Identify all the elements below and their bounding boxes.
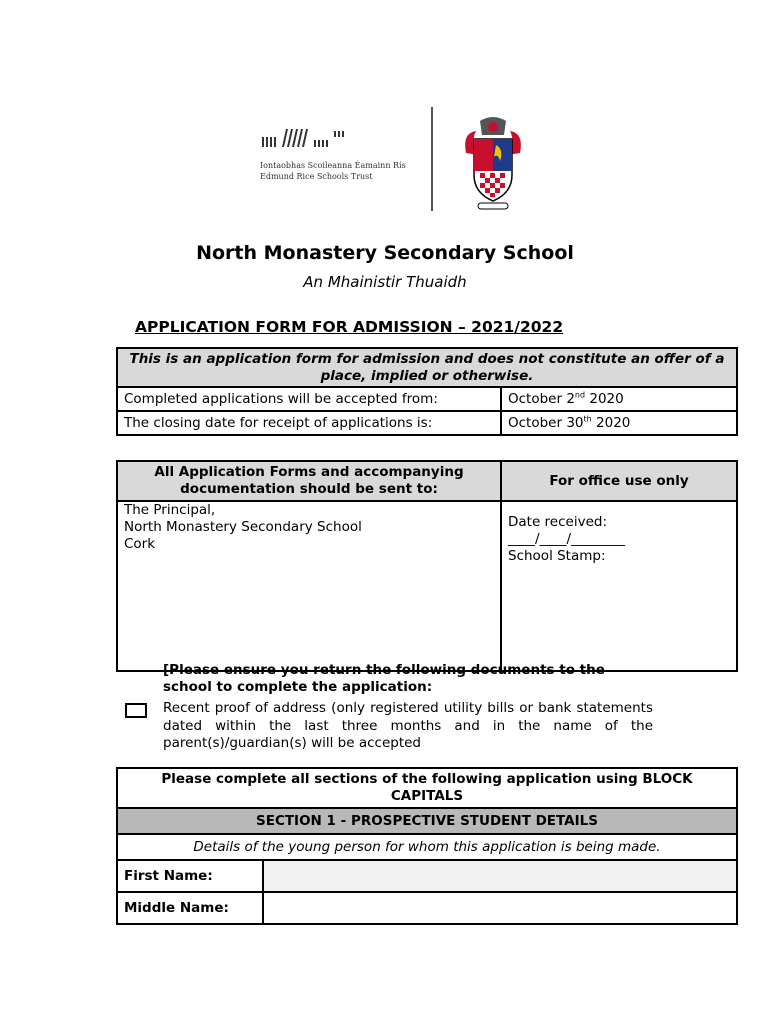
- office-use-header: For office use only: [501, 461, 737, 501]
- first-name-row: [117, 860, 737, 892]
- closing-date-label: The closing date for receipt of applications is:: [117, 411, 501, 435]
- school-crest-icon: [460, 113, 526, 211]
- address-line: The Principal,: [124, 502, 216, 518]
- office-use-box: [501, 501, 737, 671]
- first-name-label: First Name:: [117, 860, 263, 892]
- documents-note: [Please ensure you return the following documents to the school to complete the application:: [163, 662, 605, 695]
- middle-name-input[interactable]: [263, 892, 737, 924]
- trust-name-irish: Iontaobhas Scoileanna Éamainn Rís: [260, 161, 406, 170]
- school-stamp-label: School Stamp:: [508, 548, 606, 564]
- address-line: North Monastery Secondary School: [124, 519, 362, 535]
- block-capitals-instruction: Please complete all sections of the following application using BLOCK CAPITALS: [117, 768, 737, 808]
- proof-of-address-checkbox[interactable]: [125, 703, 147, 718]
- erst-logo-icon: [260, 127, 360, 149]
- school-subtitle: An Mhainistir Thuaidh: [303, 273, 467, 291]
- middle-name-row: [117, 892, 737, 924]
- date-received-field[interactable]: ____/____/________: [508, 531, 626, 547]
- section1-description: Details of the young person for whom this application is being made.: [117, 834, 737, 860]
- accepted-from-row: [117, 387, 737, 411]
- logo-area: [255, 105, 545, 215]
- dates-table: [116, 347, 738, 436]
- school-title: North Monastery Secondary School: [196, 242, 574, 264]
- send-to-header: All Application Forms and accompanying documentation should be sent to:: [117, 461, 501, 501]
- address-line: Cork: [124, 536, 156, 552]
- proof-of-address-text: Recent proof of address (only registered utility bills or bank statements dated within the last three months and in the name of the parent(s)/guardian(s) will be accepted: [163, 700, 653, 751]
- logo-divider: [431, 107, 433, 211]
- closing-date-row: [117, 411, 737, 435]
- section1-title: SECTION 1 - PROSPECTIVE STUDENT DETAILS: [117, 808, 737, 834]
- form-title: APPLICATION FORM FOR ADMISSION – 2021/2022: [135, 318, 564, 336]
- submission-table: [116, 460, 738, 672]
- accepted-from-value: October 2nd 2020: [501, 387, 737, 411]
- trust-name-english: Edmund Rice Schools Trust: [260, 172, 373, 181]
- date-received-label: Date received:: [508, 514, 608, 530]
- principal-address: [117, 501, 501, 671]
- first-name-input[interactable]: [263, 860, 737, 892]
- section1-table: [116, 767, 738, 925]
- admission-notice: This is an application form for admission and does not constitute an offer of a place, implied or otherwise.: [117, 348, 737, 387]
- closing-date-value: October 30th 2020: [501, 411, 737, 435]
- middle-name-label: Middle Name:: [117, 892, 263, 924]
- accepted-from-label: Completed applications will be accepted from:: [117, 387, 501, 411]
